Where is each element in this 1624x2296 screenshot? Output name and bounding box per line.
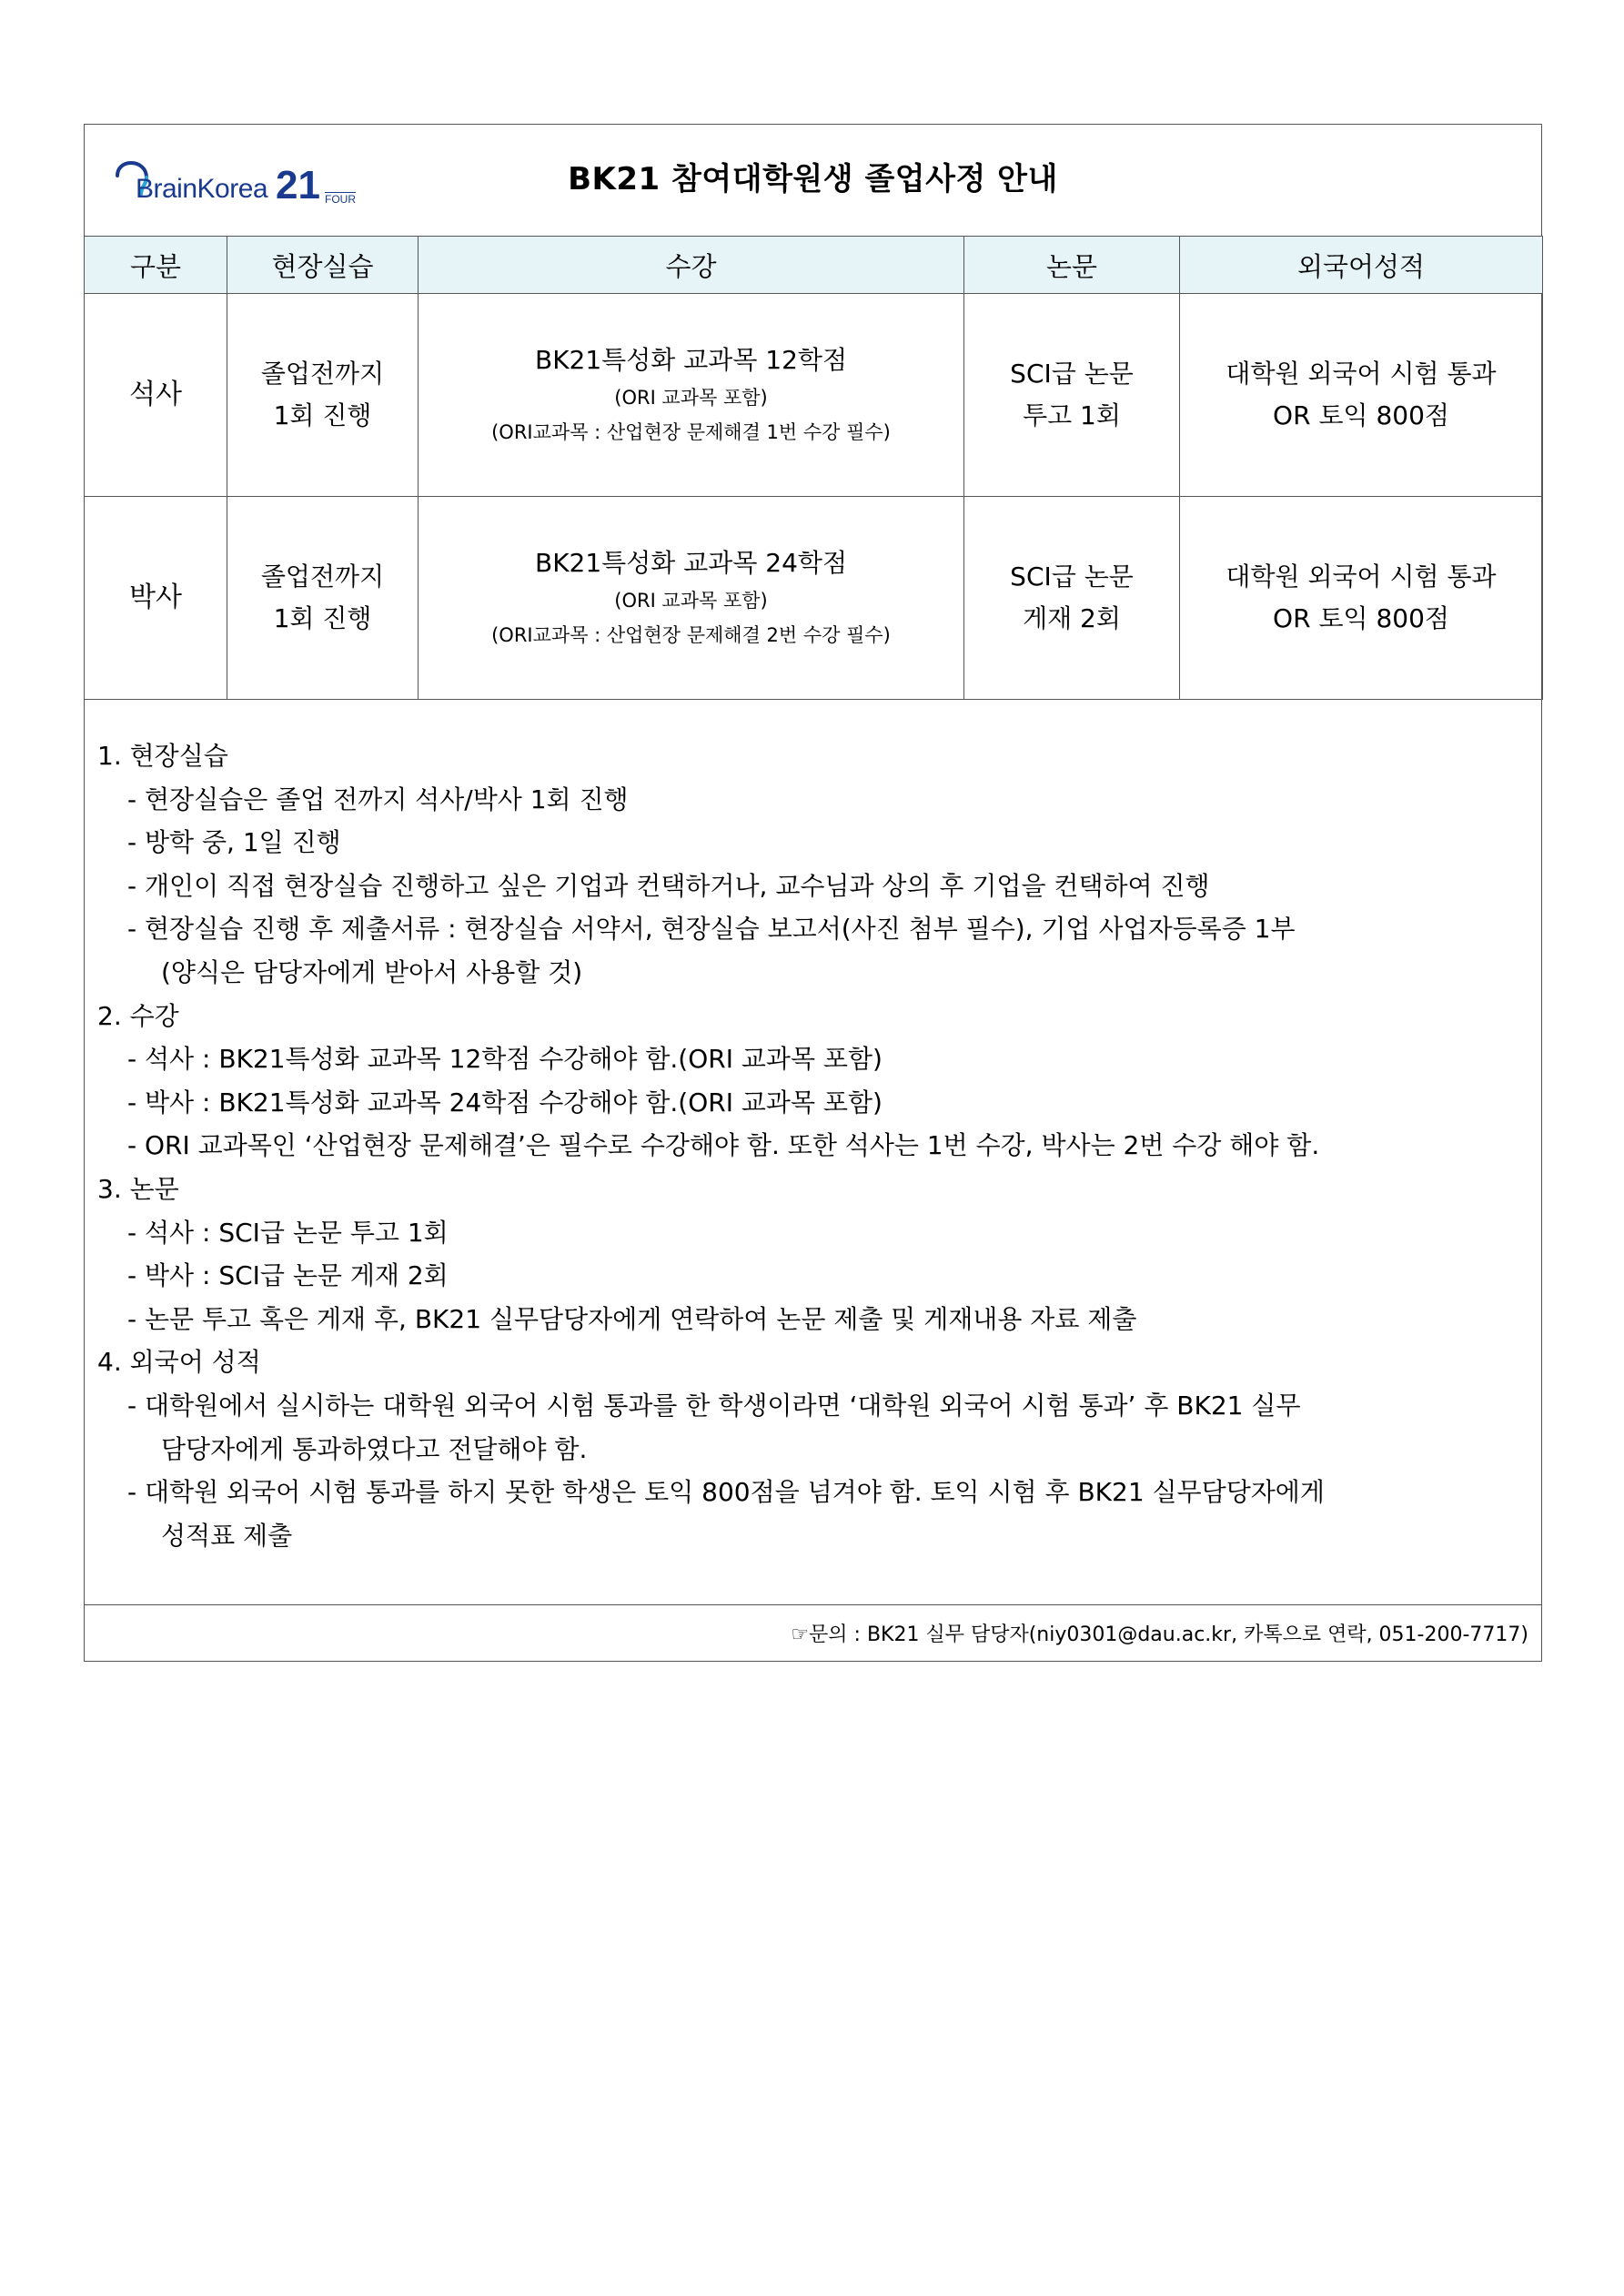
requirements-table [84, 236, 1543, 700]
practice-line: 1회 진행 [273, 603, 372, 633]
contact-info: ☞문의 : BK21 실무 담당자(niy0301@dau.ac.kr, 카톡으로 연락, 051-200-7717) [791, 1623, 1528, 1646]
course-sub: (ORI 교과목 포함) [614, 387, 768, 409]
note-section-title: 2. 수강 [97, 1000, 179, 1031]
note-item: - 박사 : SCI급 논문 게재 2회 [127, 1260, 449, 1291]
language-line: OR 토익 800점 [1273, 400, 1449, 430]
thesis-cell [964, 294, 1180, 497]
table-row [85, 497, 1543, 700]
note-item: - 대학원 외국어 시험 통과를 하지 못한 학생은 토익 800점을 넘겨야 함. 토익 시험 후 BK21 실무담당자에게 [127, 1477, 1325, 1508]
note-item: - 대학원에서 실시하는 대학원 외국어 시험 통과를 한 학생이라면 ‘대학원 외국어 시험 통과’ 후 BK21 실무 [127, 1390, 1301, 1421]
header-thesis: 논문 [964, 237, 1180, 294]
language-line: 대학원 외국어 시험 통과 [1226, 561, 1497, 592]
note-item: - 개인이 직접 현장실습 진행하고 싶은 기업과 컨택하거나, 교수님과 상의 후 기업을 컨택하여 진행 [127, 870, 1210, 901]
logo-four-text: FOUR [325, 193, 356, 206]
note-item-continued: 성적표 제출 [161, 1520, 293, 1551]
row-label-masters: 석사 [85, 294, 227, 497]
logo-number: 21 [276, 163, 320, 207]
practice-cell [227, 294, 419, 497]
header-category: 구분 [85, 237, 227, 294]
row-label-doctoral: 박사 [85, 497, 227, 700]
note-item-continued: 담당자에게 통과하였다고 전달해야 함. [161, 1433, 588, 1464]
note-item: - ORI 교과목인 ‘산업현장 문제해결’은 필수로 수강해야 함. 또한 석사는 1번 수강, 박사는 2번 수강 해야 함. [127, 1130, 1320, 1161]
thesis-cell [964, 497, 1180, 700]
note-item: - 박사 : BK21특성화 교과목 24학점 수강해야 함.(ORI 교과목 포함) [127, 1087, 883, 1118]
course-sub: (ORI교과목 : 산업현장 문제해결 2번 수강 필수) [491, 624, 891, 646]
note-section-title: 4. 외국어 성적 [97, 1347, 261, 1378]
header-practice: 현장실습 [227, 237, 419, 294]
language-cell [1180, 497, 1543, 700]
language-line: OR 토익 800점 [1273, 603, 1449, 633]
note-section-title: 3. 논문 [97, 1173, 179, 1204]
note-item-continued: (양식은 담당자에게 받아서 사용할 것) [161, 956, 583, 987]
document-title: BK21 참여대학원생 졸업사정 안내 [568, 161, 1058, 197]
course-title: BK21특성화 교과목 24학점 [534, 548, 847, 578]
header-course: 수강 [419, 237, 964, 294]
table-header-row [85, 237, 1543, 294]
logo-brain-text: BrainKorea [136, 174, 268, 204]
header-language: 외국어성적 [1180, 237, 1543, 294]
footer [85, 1604, 1541, 1662]
note-item: - 현장실습 진행 후 제출서류 : 현장실습 서약서, 현장실습 보고서(사진 첨부 필수), 기업 사업자등록증 1부 [127, 914, 1296, 945]
note-item: - 방학 중, 1일 진행 [127, 827, 341, 858]
document-frame [84, 124, 1542, 1662]
table-row [85, 294, 1543, 497]
note-item: - 석사 : BK21특성화 교과목 12학점 수강해야 함.(ORI 교과목 포함) [127, 1044, 883, 1075]
note-item: - 논문 투고 혹은 게재 후, BK21 실무담당자에게 연락하여 논문 제출 및 게재내용 자료 제출 [127, 1303, 1137, 1334]
language-cell [1180, 294, 1543, 497]
practice-line: 졸업전까지 [260, 359, 385, 389]
practice-cell [227, 497, 419, 700]
language-line: 대학원 외국어 시험 통과 [1226, 359, 1497, 389]
note-section-title: 1. 현장실습 [97, 741, 228, 771]
course-sub: (ORI교과목 : 산업현장 문제해결 1번 수강 필수) [491, 421, 891, 443]
notes-section [97, 734, 1325, 1557]
course-cell [419, 497, 964, 700]
note-item: - 석사 : SCI급 논문 투고 1회 [127, 1217, 449, 1248]
note-item: - 현장실습은 졸업 전까지 석사/박사 1회 진행 [127, 784, 629, 814]
header [85, 125, 1541, 236]
practice-line: 졸업전까지 [260, 561, 385, 592]
thesis-line: SCI급 논문 [1010, 359, 1134, 389]
thesis-line: 투고 1회 [1023, 400, 1121, 430]
thesis-line: 게재 2회 [1023, 603, 1121, 633]
practice-line: 1회 진행 [273, 400, 372, 430]
course-sub: (ORI 교과목 포함) [614, 590, 768, 612]
course-cell [419, 294, 964, 497]
course-title: BK21특성화 교과목 12학점 [534, 345, 847, 375]
thesis-line: SCI급 논문 [1010, 561, 1134, 592]
